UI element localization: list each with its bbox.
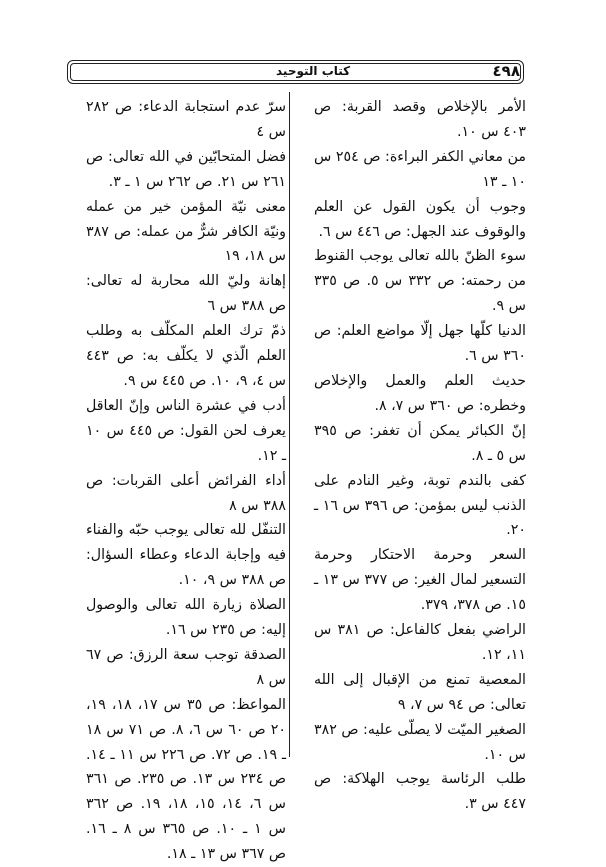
index-entry: السعر وحرمة الاحتكار وحرمة التسعير لمال الغير: ص ٣٧٧ س ١٣ ـ ١٥. ص ٣٧٨، ٣٧٩. bbox=[314, 547, 526, 614]
index-entry: المعصية تمنع من الإقبال إلى الله تعالى: ص ٩٤ س ٧، ٩ bbox=[314, 671, 526, 713]
index-entry: إهانة وليّ الله محاربة له تعالى: ص ٣٨٨ س ٦ bbox=[86, 273, 286, 315]
index-entry: حديث العلم والعمل والإخلاص وخطره: ص ٣٦٠ س ٧، ٨. bbox=[314, 372, 526, 414]
index-entry: إنّ الكبائر يمكن أن تغفر: ص ٣٩٥ س ٥ ـ ٨. bbox=[314, 422, 526, 464]
index-entry: الصغير الميّت لا يصلّى عليه: ص ٣٨٢ س ١٠. bbox=[314, 721, 526, 763]
index-entry: الصلاة زيارة الله تعالى والوصول إليه: ص ٢٣٥ س ١٦. bbox=[86, 597, 286, 639]
index-entry: ذمّ ترك العلم المكلّف به وطلب العلم الّذي لا يكلّف به: ص ٤٤٣ س ٤، ٩، ١٠. ص ٤٤٥ س ٩. bbox=[86, 323, 286, 389]
index-entry: الصدقة توجب سعة الرزق: ص ٦٧ س ٨ bbox=[86, 646, 286, 688]
index-entry: أدب في عشرة الناس وإنّ العاقل يعرف لحن القول: ص ٤٤٥ س ١٠ ـ ١٢. bbox=[86, 397, 286, 464]
right-column bbox=[314, 95, 526, 817]
page-number: ٤٩٨ bbox=[492, 62, 520, 80]
book-title: كتاب التوحيد bbox=[276, 64, 351, 78]
index-entry: معنى نيّة المؤمن خير من عمله ونيّة الكافر شرٌّ من عمله: ص ٣٨٧ س ١٨، ١٩ bbox=[86, 198, 286, 265]
index-entry: سوء الظنّ بالله تعالى يوجب القنوط من رحمته: ص ٣٣٢ س ٥. ص ٣٣٥ س ٩. bbox=[314, 248, 527, 315]
index-entry: أداء الفرائض أعلى القربات: ص ٣٨٨ س ٨ bbox=[86, 472, 286, 514]
index-entry: الراضي بفعل كالفاعل: ص ٣٨١ س ١١، ١٢. bbox=[314, 622, 526, 663]
index-entry: سرّ عدم استجابة الدعاء: ص ٢٨٢ س ٤ bbox=[86, 99, 286, 140]
index-entry: من معاني الكفر البراءة: ص ٢٥٤ س ١٠ ـ ١٣ bbox=[314, 148, 526, 190]
index-entry: وجوب أن يكون القول عن العلم والوقوف عند الجهل: ص ٤٤٦ س ٦. bbox=[314, 198, 526, 240]
index-entry: فضل المتحابّين في الله تعالى: ص ٢٦١ س ٢١. ص ٢٦٢ س ١ ـ ٣. bbox=[86, 148, 286, 190]
index-entry: التنفّل لله تعالى يوجب حبّه والفناء فيه وإجابة الدعاء وعطاء السؤال: ص ٣٨٨ س ٩، ١٠. bbox=[86, 522, 286, 589]
index-entry: طلب الرئاسة يوجب الهلاكة: ص ٤٤٧ س ٣. bbox=[314, 771, 526, 813]
index-entry: الأمر بالإخلاص وقصد القربة: ص ٤٠٣ س ١٠. bbox=[314, 99, 526, 140]
left-column bbox=[86, 95, 286, 867]
index-entry: الدنيا كلّها جهل إلّا مواضع العلم: ص ٣٦٠ س ٦. bbox=[314, 323, 526, 365]
index-entry: المواعظ: ص ٣٥ س ١٧، ١٨، ١٩، ٢٠ ص ٦٠ س ٦، ٨. ص ٧١ س ١٨ ـ ١٩. ص ٧٢. ص ٢٢٦ س ١١ ـ ١٤. ص ٢٣٤ س ١٣. ص ٢٣٥. ص ٣٦١ س ٦، ١٤، ١٥، ١٨، ١٩. ص ٣٦٢ س ١ ـ ١٠. ص ٣٦٥ س ٨ ـ ١٦. ص ٣٦٧ س ١٣ ـ ١٨. bbox=[86, 696, 287, 863]
index-entry: كفى بالندم توبة، وغير النادم على الذنب ليس بمؤمن: ص ٣٩٦ س ١٦ ـ ٢٠. bbox=[314, 472, 526, 539]
column-divider bbox=[289, 92, 290, 757]
